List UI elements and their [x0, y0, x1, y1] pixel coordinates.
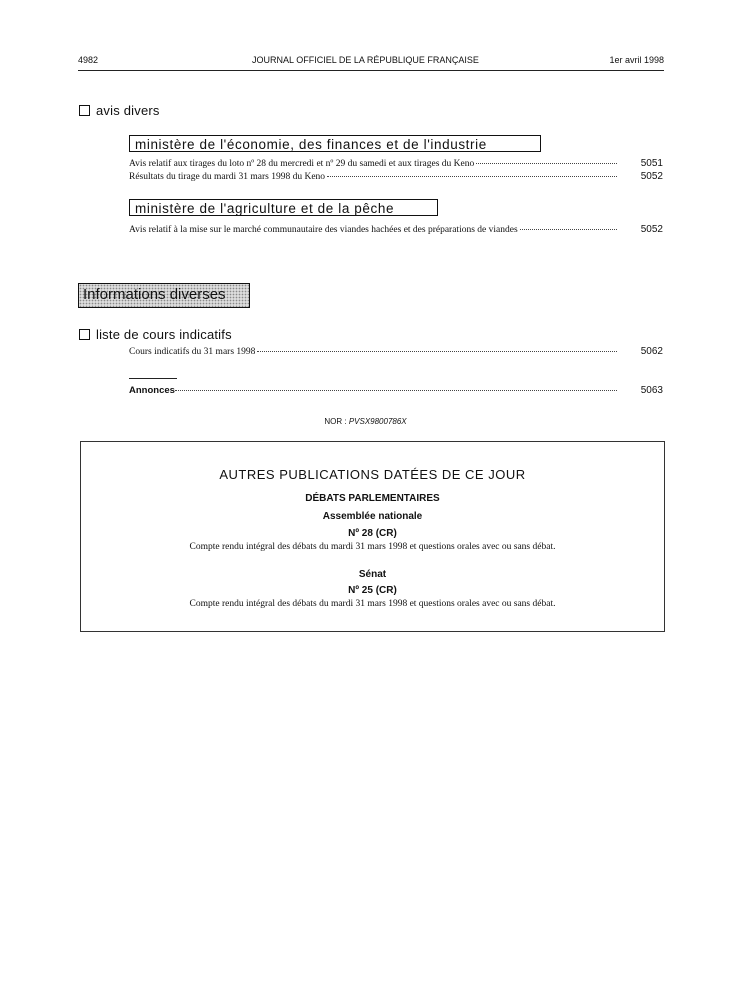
ministry-economie-heading: ministère de l'économie, des finances et de l'industrie — [129, 135, 541, 152]
checkbox-square-icon — [79, 329, 90, 340]
section-avis-divers — [79, 103, 160, 118]
leader-dots — [520, 229, 617, 230]
nor-reference — [0, 417, 731, 426]
journal-title: JOURNAL OFFICIEL DE LA RÉPUBLIQUE FRANÇAISE — [252, 55, 479, 65]
issue-date: 1er avril 1998 — [609, 55, 664, 65]
leader-dots — [257, 351, 616, 352]
nor-code: PVSX9800786X — [348, 417, 407, 426]
autres-publications-title: AUTRES PUBLICATIONS DATÉES DE CE JOUR — [219, 467, 526, 482]
informations-diverses-banner: Informations diverses — [78, 283, 250, 308]
senat-title: Sénat — [358, 569, 387, 580]
entry-page: 5052 — [640, 224, 663, 235]
leader-dots — [327, 176, 617, 177]
page-number: 4982 — [78, 55, 99, 65]
annonces-label: Annonces — [129, 385, 175, 396]
section-avis-divers-title: avis divers — [96, 103, 160, 118]
checkbox-square-icon — [79, 105, 90, 116]
separator-rule — [129, 378, 177, 379]
nor-label: NOR : — [324, 417, 347, 426]
entry-annonces — [129, 385, 663, 397]
senat-description: Compte rendu intégral des débats du mardi 31 mars 1998 et questions orales avec ou sans débat. — [189, 599, 556, 609]
entry-text: Cours indicatifs du 31 mars 1998 — [129, 347, 256, 357]
entry-page: 5052 — [640, 171, 663, 182]
entry-cours-indicatifs — [129, 346, 663, 358]
autres-publications-box — [80, 441, 665, 632]
entry-text: Avis relatif à la mise sur le marché communautaire des viandes hachées et des préparations de viandes — [129, 225, 518, 235]
entry-text: Avis relatif aux tirages du loto nº 28 du mercredi et nº 29 du samedi et aux tirages du Keno — [129, 159, 475, 169]
debats-parlementaires-title: DÉBATS PARLEMENTAIRES — [305, 493, 440, 504]
ministry-agriculture-heading: ministère de l'agriculture et de la pêche — [129, 199, 438, 216]
entry-keno — [129, 171, 663, 183]
entry-loto — [129, 158, 663, 170]
section-liste-cours-title: liste de cours indicatifs — [96, 327, 232, 342]
assemblee-number: Nº 28 (CR) — [348, 528, 397, 539]
header-rule — [78, 70, 664, 71]
leader-dots — [175, 390, 617, 391]
entry-page: 5051 — [640, 158, 663, 169]
entry-viandes — [129, 224, 663, 236]
senat-number: Nº 25 (CR) — [348, 585, 397, 596]
leader-dots — [476, 163, 617, 164]
entry-text: Résultats du tirage du mardi 31 mars 1998 du Keno — [129, 172, 326, 182]
section-liste-cours — [79, 327, 232, 342]
annonces-page: 5063 — [640, 385, 663, 396]
assemblee-nationale-title: Assemblée nationale — [322, 511, 423, 522]
entry-page: 5062 — [640, 346, 663, 357]
assemblee-description: Compte rendu intégral des débats du mardi 31 mars 1998 et questions orales avec ou sans débat. — [189, 542, 556, 552]
